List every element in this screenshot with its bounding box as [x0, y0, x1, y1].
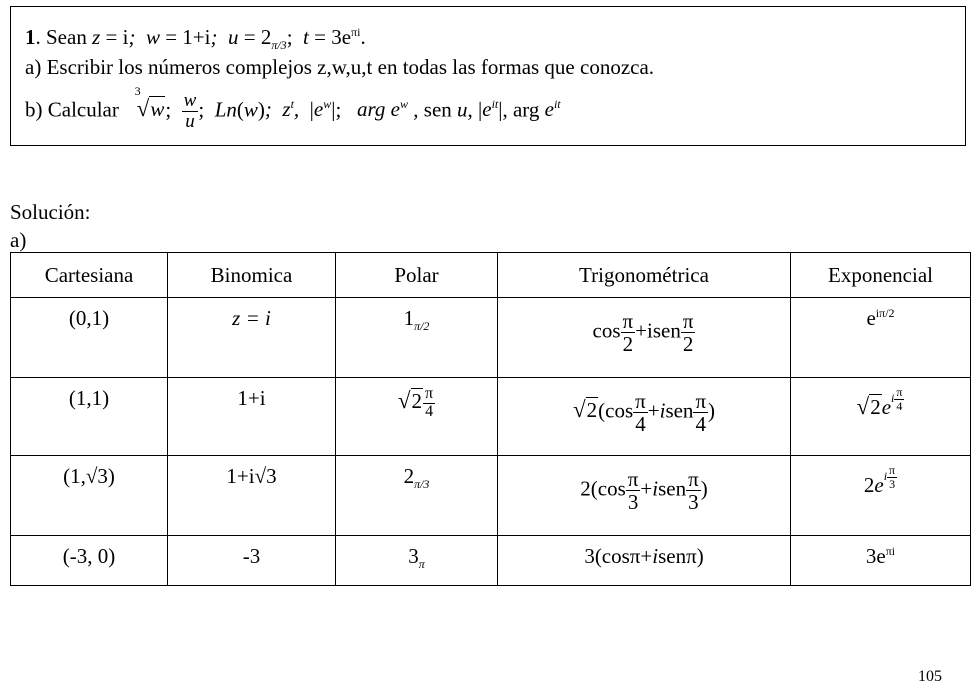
cell-exponencial: $2e^{i \frac{\pi}{3}}$	[863, 463, 896, 497]
problem-line-2: a) Escribir los números complejos z,w,u,t en todas las formas que conozca.	[25, 55, 655, 79]
cell-binomica: 1+i	[237, 386, 266, 410]
problem-calc-prefix: b) Calcular	[25, 97, 125, 122]
cell-cartesiana: (1,√3)	[63, 464, 115, 488]
cell-exponencial: $e^{i\pi/2}$	[866, 306, 895, 330]
problem-line-1: 1. Sean z = i; w = 1+i; $u = 2_{\pi/3}$; $t = 3e^{\pi i}$.	[25, 25, 366, 53]
cell-trigonometrica: √2(cos $\frac{\pi}{4}$ +isen $\frac{\pi}{4}$ )	[572, 389, 716, 437]
table-row	[11, 298, 971, 378]
cell-cartesiana: (-3, 0)	[62, 544, 116, 568]
header-trigonometrica: Trigonométrica	[498, 253, 791, 298]
cell-trigonometrica: 3(cosπ+isenπ)	[584, 544, 704, 568]
header-binomica: Binomica	[168, 253, 336, 298]
cell-polar: $1_{\pi/2}$	[403, 306, 430, 334]
cell-binomica: 1+i√3	[226, 464, 277, 488]
problem-line-3: b) Calcular $^3$√w; $\frac{w}{u}$ ; Ln(w); $z^t$, $|e^w|$; arg $e^w$ , sen u, $|e^{it}|$, arg $e^{it}$	[25, 84, 561, 132]
header-exponencial: Exponencial	[791, 253, 971, 298]
table-header-row	[11, 253, 971, 298]
cell-polar: √2 $\frac{\pi}{4}$	[397, 385, 434, 420]
cell-binomica: z = i	[232, 306, 271, 330]
cell-cartesiana: (0,1)	[68, 306, 110, 330]
header-polar: Polar	[336, 253, 498, 298]
page-number: 105	[918, 668, 942, 685]
cell-cartesiana: (1,1)	[68, 386, 110, 410]
cell-exponencial: $3e^{\pi i}$	[865, 544, 896, 568]
cell-trigonometrica: cos $\frac{\pi}{2}$ +isen $\frac{\pi}{2}$	[592, 309, 694, 357]
cell-trigonometrica: 2(cos $\frac{\pi}{3}$ +isen $\frac{\pi}{3}$ )	[580, 467, 708, 515]
header-cartesiana: Cartesiana	[11, 253, 168, 298]
cell-exponencial: $√2e^{i \frac{\pi}{4}}$	[856, 385, 903, 419]
problem-intro: . Sean	[35, 25, 93, 49]
solution-label: Solución:	[10, 200, 91, 224]
table-row	[11, 456, 971, 536]
table-row	[11, 536, 971, 586]
part-a-label: a)	[10, 228, 27, 252]
cell-polar: $2_{\pi/3}$	[403, 464, 430, 492]
table-row	[11, 378, 971, 456]
cell-binomica: -3	[242, 544, 261, 568]
problem-number: 1	[25, 25, 36, 49]
problem-box	[10, 6, 966, 146]
cell-polar: $3_\pi$	[408, 544, 425, 572]
forms-table	[10, 252, 971, 586]
